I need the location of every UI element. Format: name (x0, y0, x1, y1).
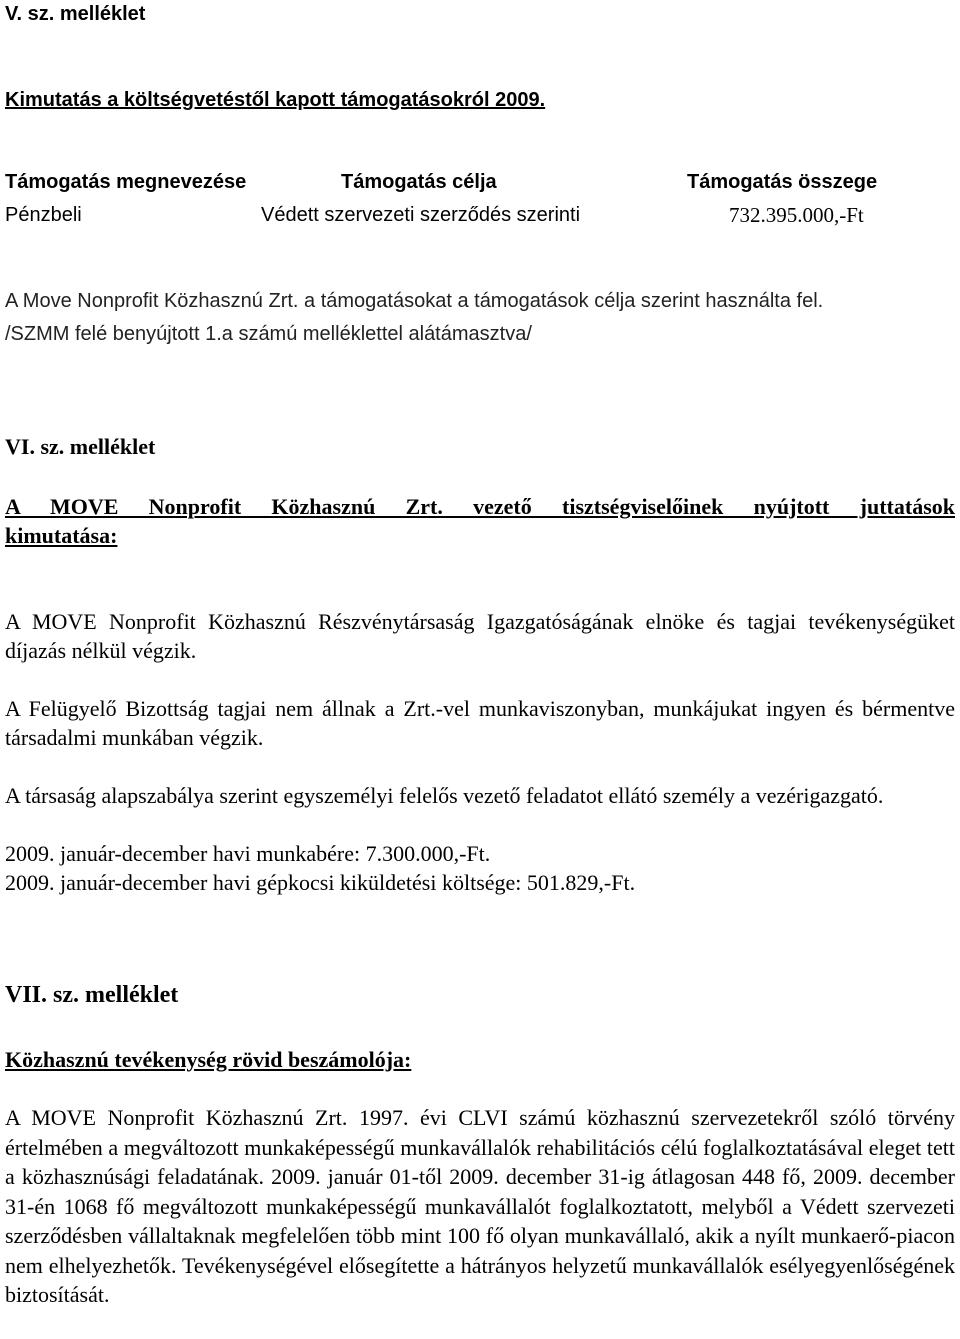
section-5-title: Kimutatás a költségvetéstől kapott támogatásokról 2009. (5, 89, 546, 111)
section-6-heading: VI. sz. melléklet (5, 434, 156, 459)
section-5-heading: V. sz. melléklet (5, 3, 146, 25)
section-5-note-line2: /SZMM felé benyújtott 1.a számú melléklettel alátámasztva/ (5, 323, 532, 345)
header-support-amount: Támogatás összege (687, 171, 878, 193)
section-6-salary-line: 2009. január-december havi munkabére: 7.300.000,-Ft. (5, 841, 491, 866)
section-6-title-line2: kimutatása: (5, 523, 118, 548)
section-5-note-line1: A Move Nonprofit Közhasznú Zrt. a támogatásokat a támogatások célja szerint használta fel. (5, 290, 824, 312)
section-6-title-line1: A MOVE Nonprofit Közhasznú Zrt. vezető tisztségviselőinek nyújtott juttatások (5, 494, 955, 519)
cell-support-purpose: Védett szervezeti szerződés szerinti (261, 204, 581, 226)
support-table-header (5, 168, 955, 196)
section-6-para-supervisory: A Felügyelő Bizottság tagjai nem állnak a Zrt.-vel munkaviszonyban, munkájukat ingyen és bérmentve társadalmi munkában végzik. (5, 696, 955, 750)
section-7-heading: VII. sz. melléklet (5, 982, 179, 1008)
section-7-report-para: A MOVE Nonprofit Közhasznú Zrt. 1997. évi CLVI számú közhasznú szervezetekről szóló törvény értelmében a megváltozott munkaképességű munkavállalók rehabilitációs célú foglalkoztatásával eleget tett a közhasznúsági feladatának. 2009. január 01-től 2009. december 31-ig átlagosan 448 fő, 2009. december 31-én 1068 fő megváltozott munkaképességű munkavállalót foglalkoztatott, melyből a Védett szervezeti szerződésben vállaltaknak megfelelően több mint 100 fő olyan munkavállaló, akik a nyílt munkaerő-piacon nem elhelyezhetők. Tevékenységével elősegítette a hátrányos helyzetű munkavállalók esélyegyenlőségének biztosítását. (5, 1105, 955, 1307)
support-table-row (5, 201, 955, 229)
section-6-para-board: A MOVE Nonprofit Közhasznú Részvénytársaság Igazgatóságának elnöke és tagjai tevékenységüket díjazás nélkül végzik. (5, 609, 955, 663)
cell-support-amount: 732.395.000,-Ft (729, 203, 864, 227)
section-6-para-ceo: A társaság alapszabálya szerint egyszemélyi felelős vezető feladatot ellátó személy a vezérigazgató. (5, 783, 884, 808)
section-7-title: Közhasznú tevékenység rövid beszámolója: (5, 1047, 412, 1072)
section-6-car-cost-line: 2009. január-december havi gépkocsi kiküldetési költsége: 501.829,-Ft. (5, 870, 636, 895)
header-support-name: Támogatás megnevezése (5, 171, 247, 193)
cell-support-name: Pénzbeli (5, 204, 82, 226)
header-support-purpose: Támogatás célja (341, 171, 497, 193)
